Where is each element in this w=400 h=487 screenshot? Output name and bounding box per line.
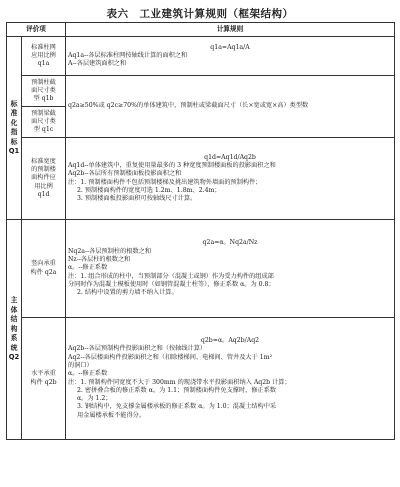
item-q2a: 竖向承重 构件 q2a [22, 220, 66, 318]
item-q1b: 预制柱截 面尺寸类 型 q1b [22, 76, 66, 107]
row-q2a [7, 220, 395, 318]
row-q1d [7, 138, 395, 220]
formula-q1a: q1a=Aq1a/A [210, 43, 250, 51]
formula-q2b: q2b=α。Aq2b/Aq2 [200, 337, 260, 345]
item-q2b: 水平承重 构件 q2b [22, 318, 66, 440]
row-q1b [7, 76, 395, 107]
item-q1d: 标准宽度 的预制楼 面构件应 用比例 q1d [22, 138, 66, 220]
table-title: 表六 工业建筑计算规则（框架结构） [106, 8, 294, 20]
category-q2: 主 体 结 构 系 统 Q2 [7, 220, 22, 440]
rule-q2b: q2b=α。Aq2b/Aq2 Aq2b--各层预制构件投影面积之和（按轴线计算） Aq2--各层楼面构件投影面积之和（扣除楼梯间、电梯间、管井及大于 1m² 的洞口） α。--修正系数 注：1. 预制构件同宽度不大于 300mm 的现浇带水平投影面积纳入 Aq2b 计算； 2. 密拼叠合板的修正系数 α。为 1.1；预制楼面构件免支撑时，修正系数 α。为 1.2； 3. 钢结构中，免支撑金属楼承板的修正系数 α。为 1.0；混凝土结构中采 用金属楼承板不能得分。 [66, 318, 395, 440]
item-q1a: 标准柱网 应用比例 q1a [22, 37, 66, 76]
formula-q1d: q1d=Aq1d/Aq2b [204, 153, 256, 161]
row-q2b [7, 318, 395, 440]
row-q1a [7, 37, 395, 76]
header-row [7, 23, 395, 37]
rule-q1bc: q2a≥50%或 q2c≥70%的单体建筑中，预制柱或梁截面尺寸（长×宽或宽×高）类型数 [66, 76, 395, 138]
header-rule: 计算规则 [66, 23, 395, 37]
rule-q1a: q1a=Aq1a/A Aq1a--各层标准柱网按轴线计算的面积之和 A--各层建筑面积之和 [66, 37, 395, 76]
rule-q2a: q2a=α。Nq2a/Nz Nq2a--各层预制柱的根数之和 Nz--各层柱的根数之和 α。--修正系数 注：1. 组合形成的柱中，当预制部分（混凝土或钢）作为受力构件的组成部 分同时作为混凝土模板使用时（如钢管混凝土柱等），修正系数 α。为 0.8； 2. 结构中设置的剪力墙不纳入计算。 [66, 220, 395, 318]
item-q1c: 预制梁截 面尺寸类 型 q1c [22, 107, 66, 138]
rules-table [6, 22, 395, 440]
rule-q1d: q1d=Aq1d/Aq2b Aq1d--单体建筑中，重复使用量最多的 3 种宽度预制楼面板的投影面积之和 Aq2b--各层所有预制楼面板投影面积之和 注：1. 预制楼面构件不包括预制楼梯及挑出建筑物外墙面的预制构件； 2. 预制楼面构件的宽度可选 1.2m、1.8m、2.4m； 3. 预制楼面板投影面积可按轴线尺寸计算。 [66, 138, 395, 220]
category-q1: 标 准 化 指 标 Q1 [7, 37, 22, 220]
header-item: 评价项 [7, 23, 66, 37]
formula-q2a: q2a=α。Nq2a/Nz [202, 239, 258, 247]
